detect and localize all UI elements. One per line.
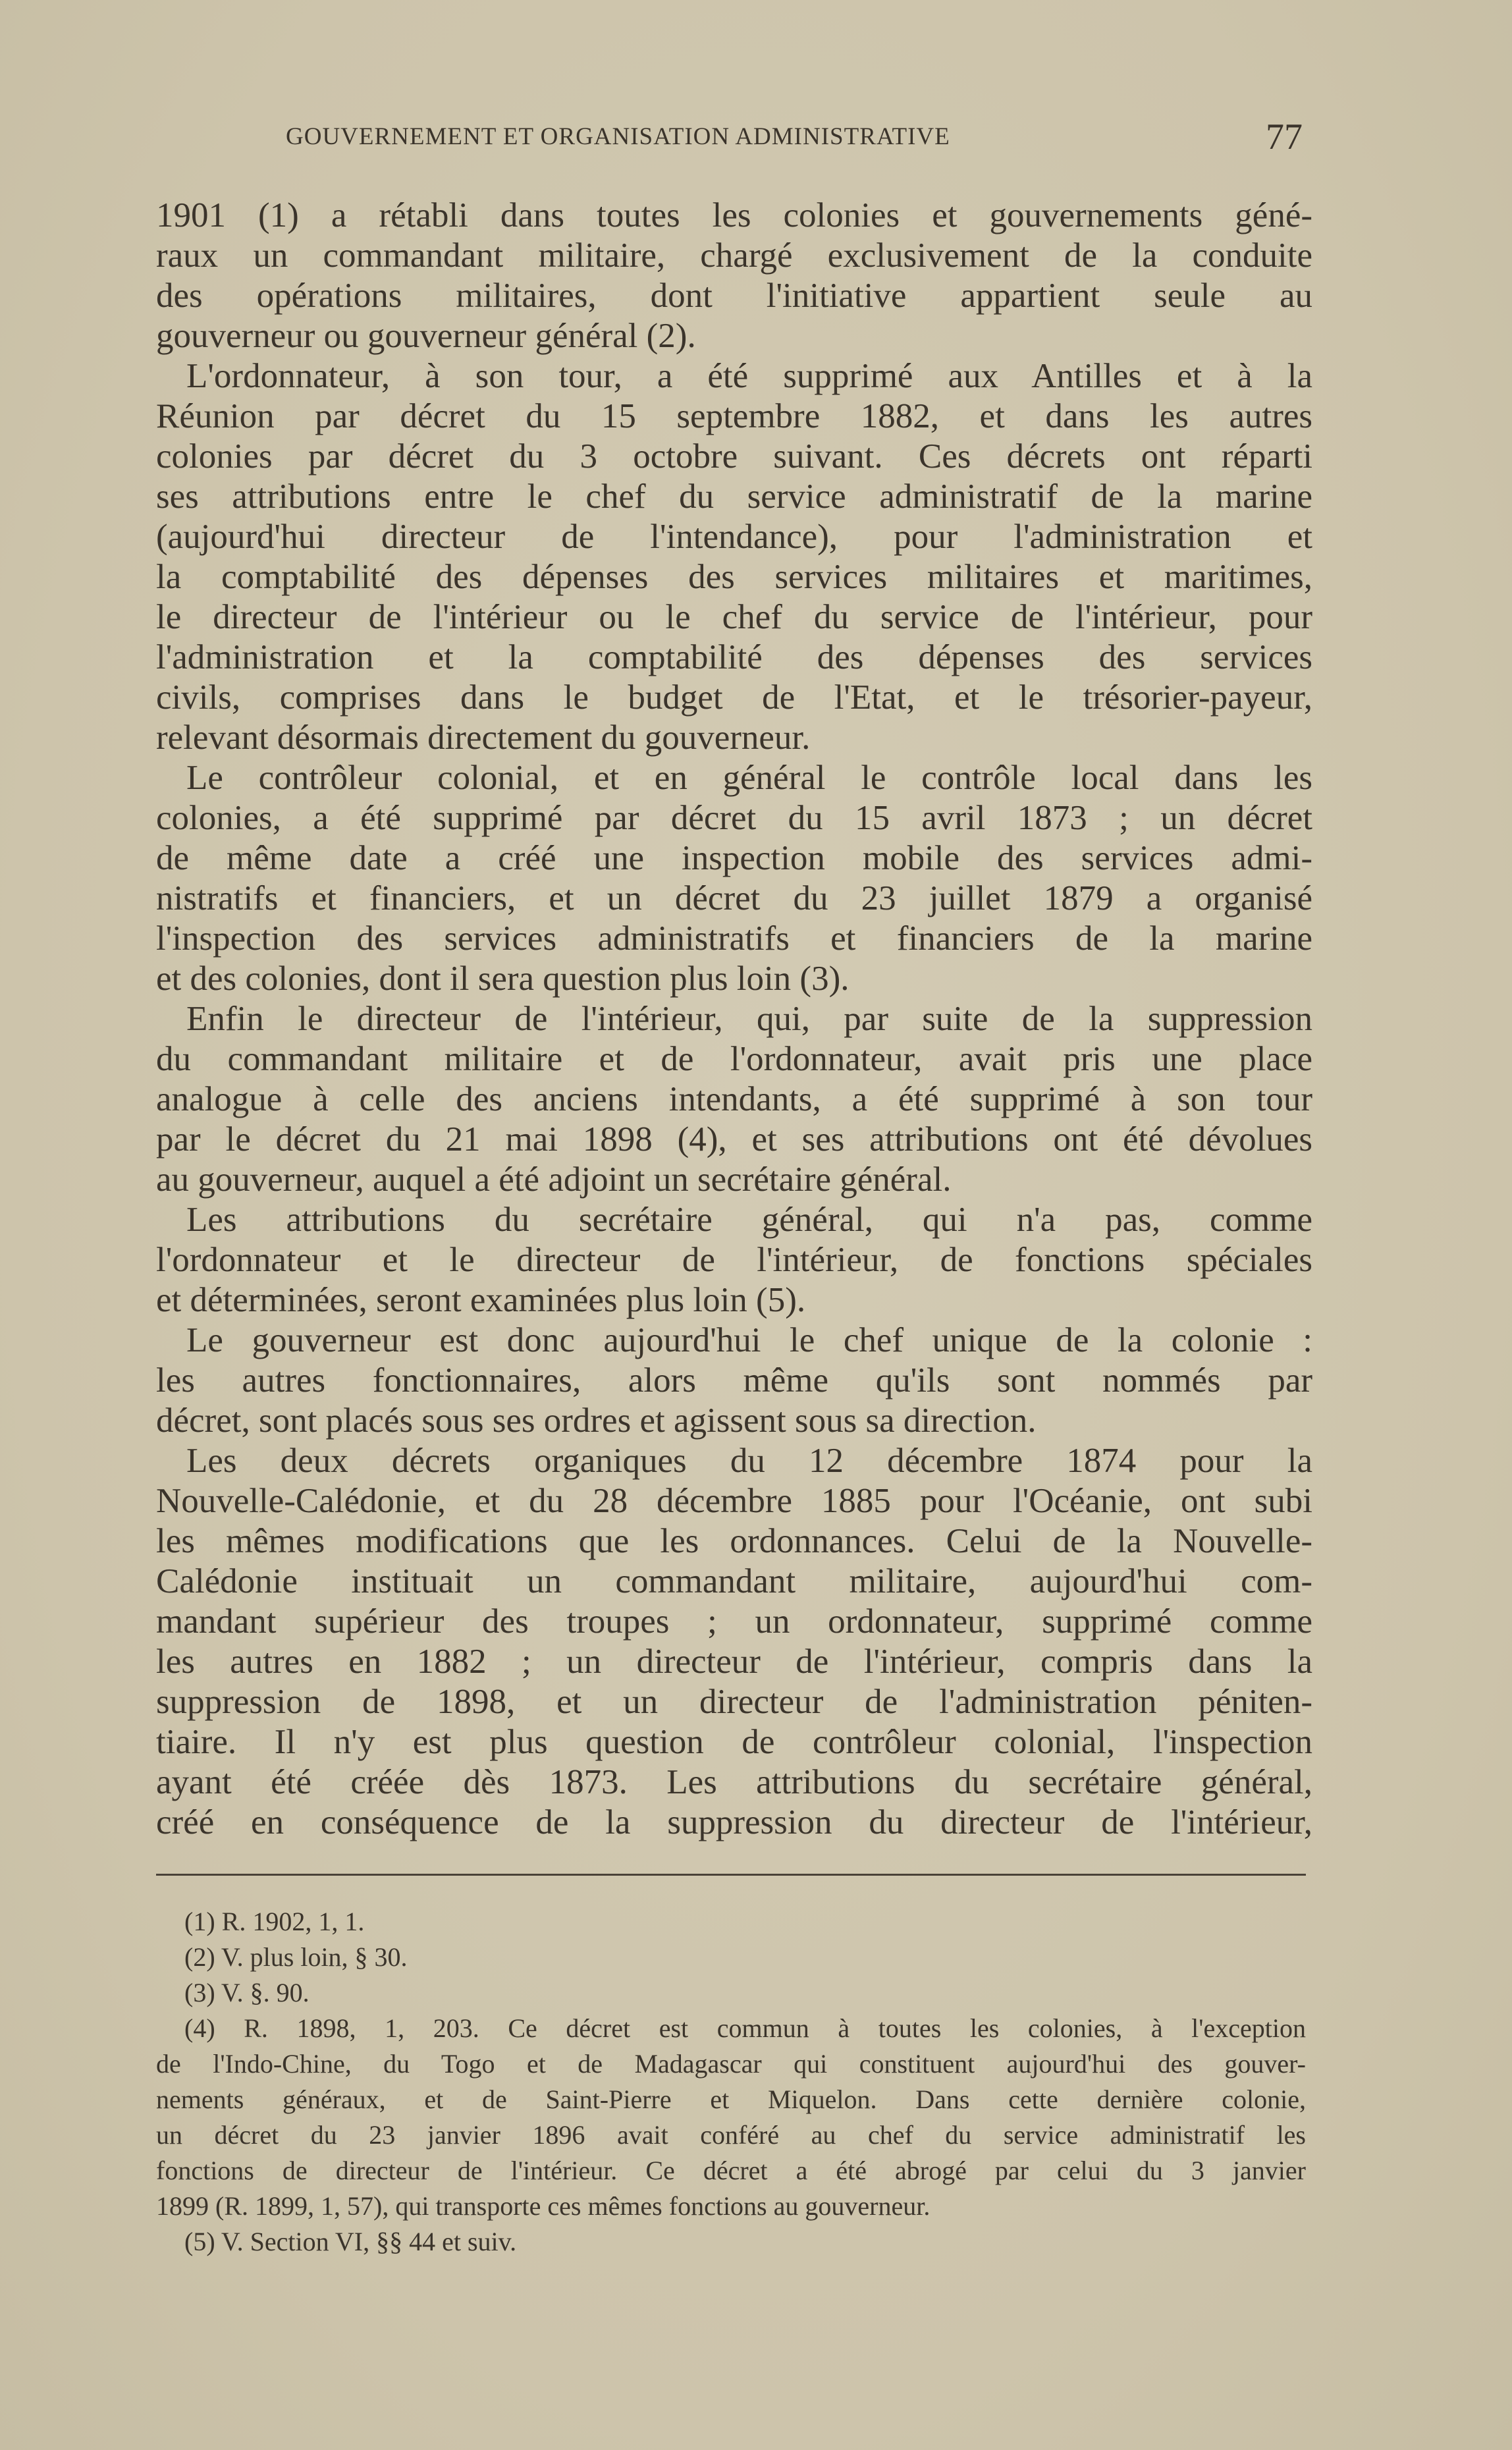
paragraph: [156, 1200, 1312, 1320]
text-line: relevant désormais directement du gouverneur.: [156, 719, 811, 757]
footnote-line: fonctions de directeur de l'intérieur. Ce décret a été abrogé par celui du 3 janvier: [156, 2156, 1306, 2185]
text-line: tiaire. Il n'y est plus question de contrôleur colonial, l'inspection: [156, 1723, 1312, 1761]
text-line: civils, comprises dans le budget de l'Etat, et le trésorier-payeur,: [156, 678, 1312, 717]
text-line: Calédonie instituait un commandant militaire, aujourd'hui com-: [156, 1562, 1312, 1600]
text-line: 1901 (1) a rétabli dans toutes les colonies et gouvernements géné-: [156, 196, 1312, 234]
paragraph: [156, 1441, 1312, 1843]
text-line: Enfin le directeur de l'intérieur, qui, par suite de la suppression: [186, 1000, 1312, 1038]
footnote: [156, 2011, 1306, 2224]
text-line: raux un commandant militaire, chargé exclusivement de la conduite: [156, 236, 1312, 275]
text-line: l'administration et la comptabilité des dépenses des services: [156, 638, 1312, 676]
text-line: les mêmes modifications que les ordonnances. Celui de la Nouvelle-: [156, 1522, 1312, 1560]
text-line: le directeur de l'intérieur ou le chef du service de l'intérieur, pour: [156, 598, 1312, 636]
text-line: Les deux décrets organiques du 12 décembre 1874 pour la: [186, 1442, 1312, 1480]
text-line: l'ordonnateur et le directeur de l'intérieur, de fonctions spéciales: [156, 1241, 1312, 1279]
text-line: les autres en 1882 ; un directeur de l'intérieur, compris dans la: [156, 1643, 1312, 1681]
paragraph: [156, 999, 1312, 1200]
paragraph: [156, 356, 1312, 758]
text-line: et des colonies, dont il sera question plus loin (3).: [156, 960, 850, 998]
text-line: ayant été créée dès 1873. Les attributions du secrétaire général,: [156, 1763, 1312, 1801]
text-line: colonies, a été supprimé par décret du 15 avril 1873 ; un décret: [156, 799, 1312, 837]
footnote: [156, 2224, 1306, 2260]
text-line: du commandant militaire et de l'ordonnateur, avait pris une place: [156, 1040, 1312, 1078]
text-line: la comptabilité des dépenses des services militaires et maritimes,: [156, 558, 1312, 596]
paragraph: [156, 758, 1312, 999]
footnote-separator: [156, 1874, 1306, 1876]
running-title: GOUVERNEMENT ET ORGANISATION ADMINISTRATIVE: [286, 123, 950, 150]
text-line: gouverneur ou gouverneur général (2).: [156, 317, 696, 355]
text-line: suppression de 1898, et un directeur de l'administration péniten-: [156, 1683, 1312, 1721]
footnote: [156, 1975, 1306, 2011]
text-line: ses attributions entre le chef du service administratif de la marine: [156, 477, 1312, 516]
footnote-line: (3) V. §. 90.: [184, 1978, 310, 2007]
text-line: les autres fonctionnaires, alors même qu'ils sont nommés par: [156, 1361, 1312, 1400]
footnote-line: (1) R. 1902, 1, 1.: [184, 1907, 365, 1936]
text-line: de même date a créé une inspection mobile des services admi-: [156, 839, 1312, 877]
footnote-line: nements généraux, et de Saint-Pierre et Miquelon. Dans cette dernière colonie,: [156, 2084, 1306, 2114]
footnote-line: (2) V. plus loin, § 30.: [184, 1942, 408, 1972]
text-line: analogue à celle des anciens intendants, a été supprimé à son tour: [156, 1080, 1312, 1118]
footnote-line: 1899 (R. 1899, 1, 57), qui transporte ces mêmes fonctions au gouverneur.: [156, 2191, 931, 2221]
text-line: colonies par décret du 3 octobre suivant. Ces décrets ont réparti: [156, 437, 1312, 476]
footnotes: [156, 1904, 1306, 2260]
text-line: Le gouverneur est donc aujourd'hui le chef unique de la colonie :: [186, 1321, 1312, 1359]
footnote-line: un décret du 23 janvier 1896 avait conféré au chef du service administratif les: [156, 2120, 1306, 2150]
text-line: Les attributions du secrétaire général, qui n'a pas, comme: [186, 1201, 1312, 1239]
page-number: 77: [1266, 117, 1303, 157]
paragraph: [156, 1320, 1312, 1441]
text-line: L'ordonnateur, à son tour, a été supprimé aux Antilles et à la: [186, 357, 1312, 395]
text-line: l'inspection des services administratifs et financiers de la marine: [156, 919, 1312, 958]
footnote-line: de l'Indo-Chine, du Togo et de Madagascar qui constituent aujourd'hui des gouver-: [156, 2049, 1306, 2079]
footnote-line: (4) R. 1898, 1, 203. Ce décret est commun à toutes les colonies, à l'exception: [184, 2013, 1306, 2043]
body-text: [156, 196, 1312, 1843]
text-line: des opérations militaires, dont l'initiative appartient seule au: [156, 277, 1312, 315]
text-line: et déterminées, seront examinées plus loin (5).: [156, 1281, 806, 1319]
text-line: au gouverneur, auquel a été adjoint un secrétaire général.: [156, 1160, 952, 1199]
text-line: décret, sont placés sous ses ordres et agissent sous sa direction.: [156, 1402, 1037, 1440]
footnote: [156, 1940, 1306, 1975]
text-line: créé en conséquence de la suppression du directeur de l'intérieur,: [156, 1803, 1312, 1841]
paragraph: [156, 196, 1312, 356]
text-line: Nouvelle-Calédonie, et du 28 décembre 1885 pour l'Océanie, ont subi: [156, 1482, 1312, 1520]
text-line: par le décret du 21 mai 1898 (4), et ses attributions ont été dévolues: [156, 1120, 1312, 1158]
text-line: (aujourd'hui directeur de l'intendance), pour l'administration et: [156, 518, 1312, 556]
text-line: mandant supérieur des troupes ; un ordonnateur, supprimé comme: [156, 1602, 1312, 1641]
text-line: Le contrôleur colonial, et en général le contrôle local dans les: [186, 759, 1312, 797]
footnote-line: (5) V. Section VI, §§ 44 et suiv.: [184, 2227, 517, 2256]
footnote: [156, 1904, 1306, 1940]
text-line: nistratifs et financiers, et un décret du 23 juillet 1879 a organisé: [156, 879, 1312, 917]
text-line: Réunion par décret du 15 septembre 1882, et dans les autres: [156, 397, 1312, 435]
